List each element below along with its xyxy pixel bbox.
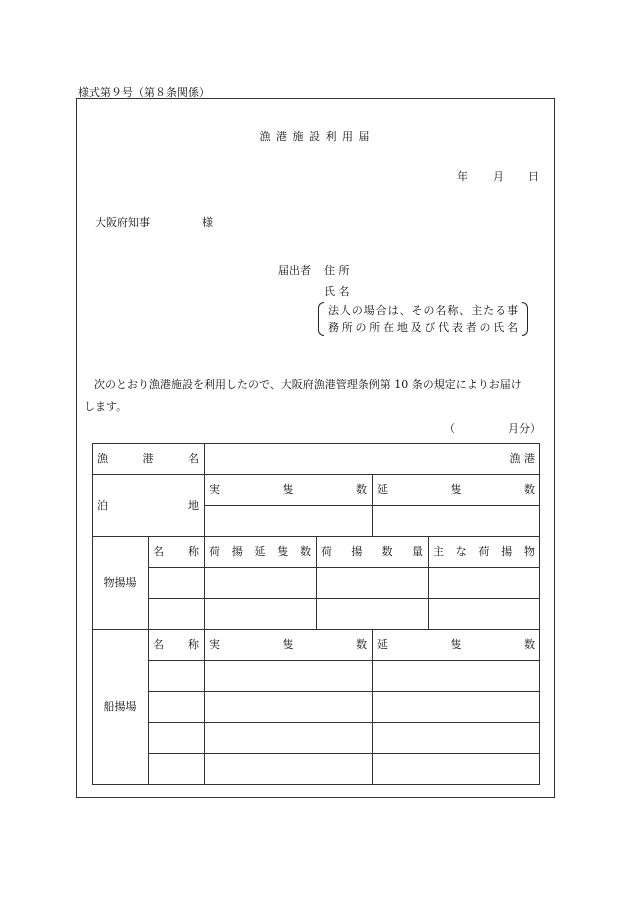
cargo-unloading-vessels-header: 荷 揚 延 隻 数 (209, 545, 311, 558)
right-bracket (522, 302, 528, 336)
cargo-main-goods-header: 主 な 荷 揚 物 (433, 545, 535, 558)
port-name-label: 漁 港 名 (97, 452, 199, 465)
body-line1: 次のとおり漁港施設を利用したので、大阪府漁港管理条例第 10 条の規定によりお届け (94, 378, 522, 391)
corporate-note (318, 302, 528, 336)
period-open: （ (444, 422, 455, 435)
corporate-note-line2: 務所の所在地及び代表者の氏名 (328, 321, 518, 334)
corporate-note-line1: 法人の場合は、その名称、主たる事 (328, 304, 518, 317)
address-label: 住 所 (324, 264, 350, 277)
applicant-label: 届出者 (278, 264, 311, 277)
facility-table (92, 443, 540, 785)
form-title: 漁 港 施 設 利 用 届 (259, 130, 371, 143)
name-label: 氏 名 (324, 285, 350, 298)
mooring-actual-vessels-header: 実 隻 数 (209, 483, 367, 496)
body-text (84, 374, 548, 418)
form-number: 様式第９号（第８条関係） (78, 86, 210, 99)
addressee-name: 大阪府知事 (95, 216, 150, 229)
cargo-site-label: 物揚場 (103, 576, 137, 589)
cargo-unloading-quantity-header: 荷 揚 数 量 (321, 545, 423, 558)
cargo-name-header: 名 称 (153, 545, 199, 558)
mooring-label: 泊 地 (97, 499, 199, 512)
mooring-total-vessels-header: 延 隻 数 (377, 483, 535, 496)
port-suffix: 漁 港 (509, 452, 535, 465)
boat-site-label: 船揚場 (103, 700, 137, 713)
body-line2: します。 (84, 400, 128, 413)
addressee-honorific: 様 (202, 216, 213, 229)
date-year: 年 (457, 170, 468, 183)
date-day: 日 (528, 170, 539, 183)
boat-total-vessels-header: 延 隻 数 (377, 638, 535, 651)
boat-actual-vessels-header: 実 隻 数 (209, 638, 367, 651)
boat-name-header: 名 称 (153, 638, 199, 651)
period-unit: 月分） (508, 422, 541, 435)
date-month: 月 (493, 170, 504, 183)
left-bracket (318, 302, 324, 336)
